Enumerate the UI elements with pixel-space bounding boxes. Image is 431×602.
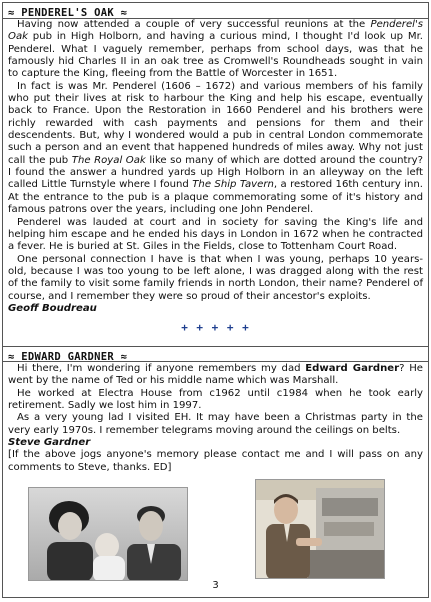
- paragraph: In fact is was Mr. Penderel (1606 – 1672) and various members of his family who put their lives at risk to harbour the King and help his escape, eventually back to France. Upon the Restoration in 1660 Penderel and his brothers were richly rewarded with cash payments and pensions for them and their descendents. But, why I wondered would a pub in central London commemorate such a person and an event that happened hundreds of miles away. Why not just call the pub The Royal Oak like so many of which are dotted around the country? I found the answer a hundred yards up High Holborn in an alleyway on the left called Little Turnstyle where I found The Ship Tavern, a restored 16th century inn. At the entrance to the pub is a plaque commemorating some of it's history and famous patrons over the years, including one John Penderel.: [8, 80, 423, 216]
- pub-name: The Ship Tavern: [192, 179, 274, 191]
- article-edward-gardner: [8, 363, 423, 474]
- section-heading-penderels-oak: ≈ PENDEREL'S OAK ≈: [8, 7, 128, 19]
- newsletter-page: [2, 2, 429, 598]
- family-photo-image: [29, 488, 188, 581]
- section-separator: + + + + +: [181, 321, 250, 334]
- paragraph: One personal connection I have is that when I was young, perhaps 10 years-old, because I was too young to be left alone, I was dragged along with the rest of the family to visit some family friends in north London, their name? Penderel of course, and I remember they were so proud of their ancestor's exploits.: [8, 253, 423, 302]
- pub-name: Penderel's Oak: [8, 19, 423, 43]
- paragraph: Penderel was lauded at court and in society for saving the King's life and helping him escape and he ended his days in London in 1672 when he contracted a fever. He is buried at St. Giles in the Fields, close to Tottenham Court Road.: [8, 216, 423, 253]
- electra-house-photo: [255, 479, 385, 579]
- section-heading-edward-gardner: ≈ EDWARD GARDNER ≈: [8, 351, 128, 363]
- person-name: Edward Gardner: [305, 363, 400, 374]
- paragraph: He worked at Electra House from c1962 until c1984 when he took early retirement. Sadly we lost him in 1997.: [8, 387, 423, 412]
- paragraph: Having now attended a couple of very successful reunions at the Penderel's Oak pub in High Holborn, and having a curious mind, I thought I'd look up Mr. Penderel. What I vaguely remember, perhaps from school days, was that he famously hid Charles II in an oak tree as Cromwell's Roundheads sought in vain to capture the King, fleeing from the Battle of Worcester in 1651.: [8, 19, 423, 80]
- paragraph: Hi there, I'm wondering if anyone remembers my dad Edward Gardner? He went by the name of Ted or his middle name which was Marshall.: [8, 363, 423, 387]
- editor-note: [If the above jogs anyone's memory please contact me and I will pass on any comments to Steve, thanks. ED]: [8, 449, 423, 473]
- paragraph: As a very young lad I visited EH. It may have been a Christmas party in the very early 1970s. I remember telegrams moving around the ceilings on belts.: [8, 412, 423, 436]
- pub-name: The Royal Oak: [71, 154, 146, 166]
- article-penderels-oak: [8, 19, 423, 315]
- author-signature: Steve Gardner: [8, 437, 91, 449]
- section-rule: [3, 346, 428, 347]
- author-signature: Geoff Boudreau: [8, 302, 97, 314]
- electra-house-photo-image: [256, 480, 385, 579]
- page-number: 3: [212, 580, 219, 591]
- heading-rule: [3, 361, 428, 362]
- family-photo: [28, 487, 188, 581]
